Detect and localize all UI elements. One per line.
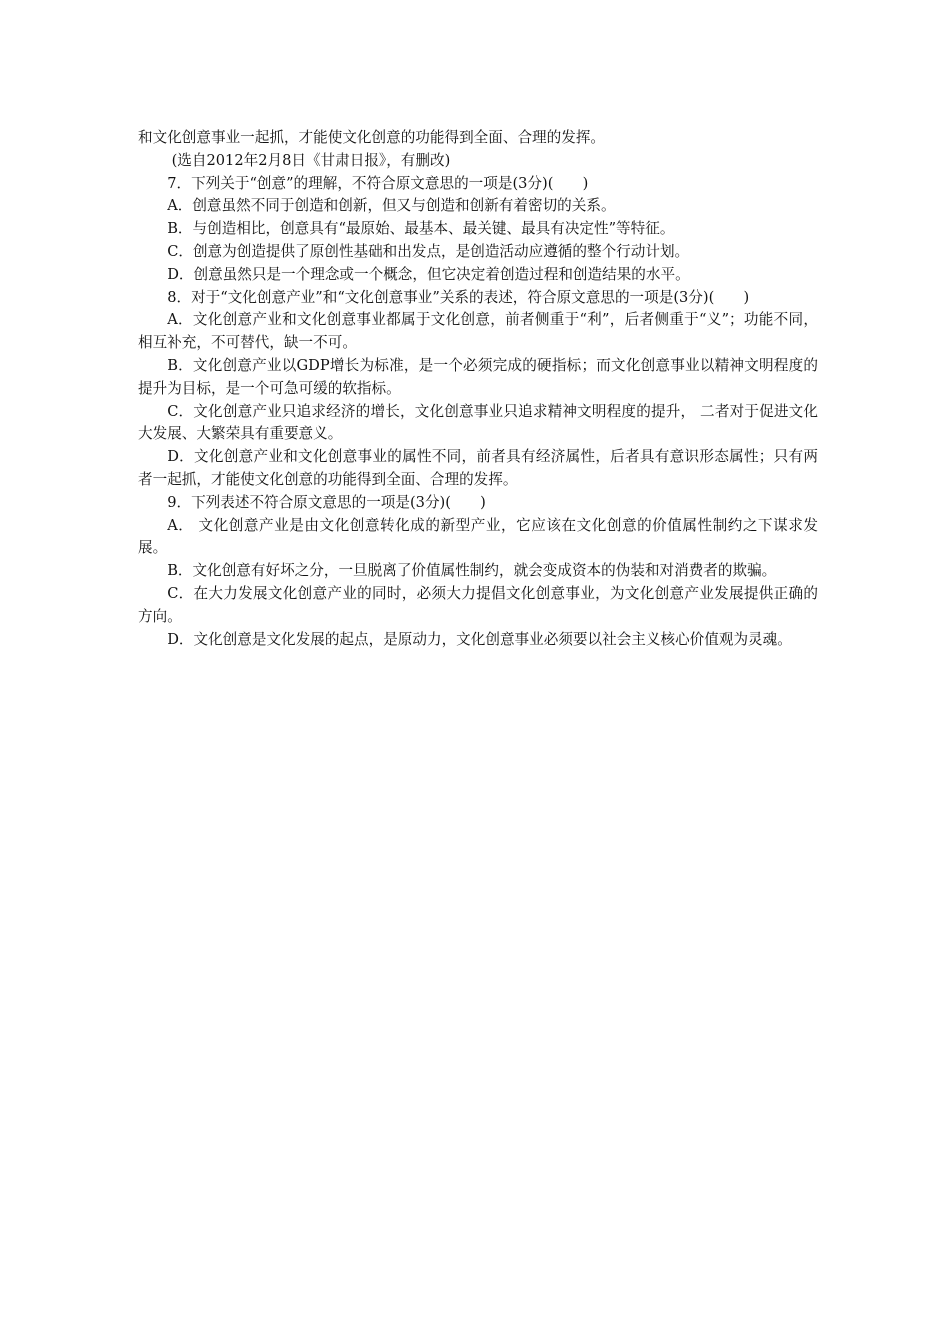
question-stem: 8．对于“文化创意产业”和“文化创意事业”关系的表述，符合原文意思的一项是(3分)( ) (167, 288, 750, 306)
option-c: C．文化创意产业只追求经济的增长，文化创意事业只追求精神文明程度的提升， 二者对于促进文化大发展、大繁荣具有重要意义。 (138, 402, 818, 443)
source-citation: (选自2012年2月8日《甘肃日报》，有删改) (171, 151, 451, 169)
option-d: D．文化创意是文化发展的起点，是原动力，文化创意事业必须要以社会主义核心价值观为灵魂。 (167, 630, 792, 648)
question-9 (138, 492, 818, 652)
option-a: A．创意虽然不同于创造和创新，但又与创造和创新有着密切的关系。 (167, 197, 616, 215)
document-body (138, 127, 818, 651)
option-d: D．创意虽然只是一个理念或一个概念，但它决定着创造过程和创造结果的水平。 (167, 265, 690, 283)
option-b: B．文化创意有好坏之分，一旦脱离了价值属性制约，就会变成资本的伪装和对消费者的欺骗。 (167, 562, 777, 580)
continuation-paragraph: 和文化创意事业一起抓，才能使文化创意的功能得到全面、合理的发挥。 (138, 129, 606, 146)
option-b: B．与创造相比，创意具有“最原始、最基本、最关键、最具有决定性”等特征。 (167, 220, 675, 238)
option-c: C．创意为创造提供了原创性基础和出发点，是创造活动应遵循的整个行动计划。 (167, 242, 690, 260)
question-7 (138, 173, 818, 287)
question-stem: 9．下列表述不符合原文意思的一项是(3分)( ) (167, 493, 486, 511)
question-8 (138, 287, 818, 492)
option-b: B．文化创意产业以GDP增长为标准，是一个必须完成的硬指标；而文化创意事业以精神文明程度的提升为目标，是一个可急可缓的软指标。 (138, 356, 818, 397)
option-c: C．在大力发展文化创意产业的同时，必须大力提倡文化创意事业，为文化创意产业发展提供正确的方向。 (138, 584, 818, 625)
option-a: A． 文化创意产业是由文化创意转化成的新型产业，它应该在文化创意的价值属性制约之下谋求发展。 (138, 516, 818, 557)
option-d: D．文化创意产业和文化创意事业的属性不同，前者具有经济属性，后者具有意识形态属性；只有两者一起抓，才能使文化创意的功能得到全面、合理的发挥。 (138, 448, 818, 488)
question-stem: 7．下列关于“创意”的理解，不符合原文意思的一项是(3分)( ) (167, 174, 589, 192)
option-a: A．文化创意产业和文化创意事业都属于文化创意，前者侧重于“利”，后者侧重于“义”；功能不同，相互补充，不可替代，缺一不可。 (138, 311, 818, 352)
